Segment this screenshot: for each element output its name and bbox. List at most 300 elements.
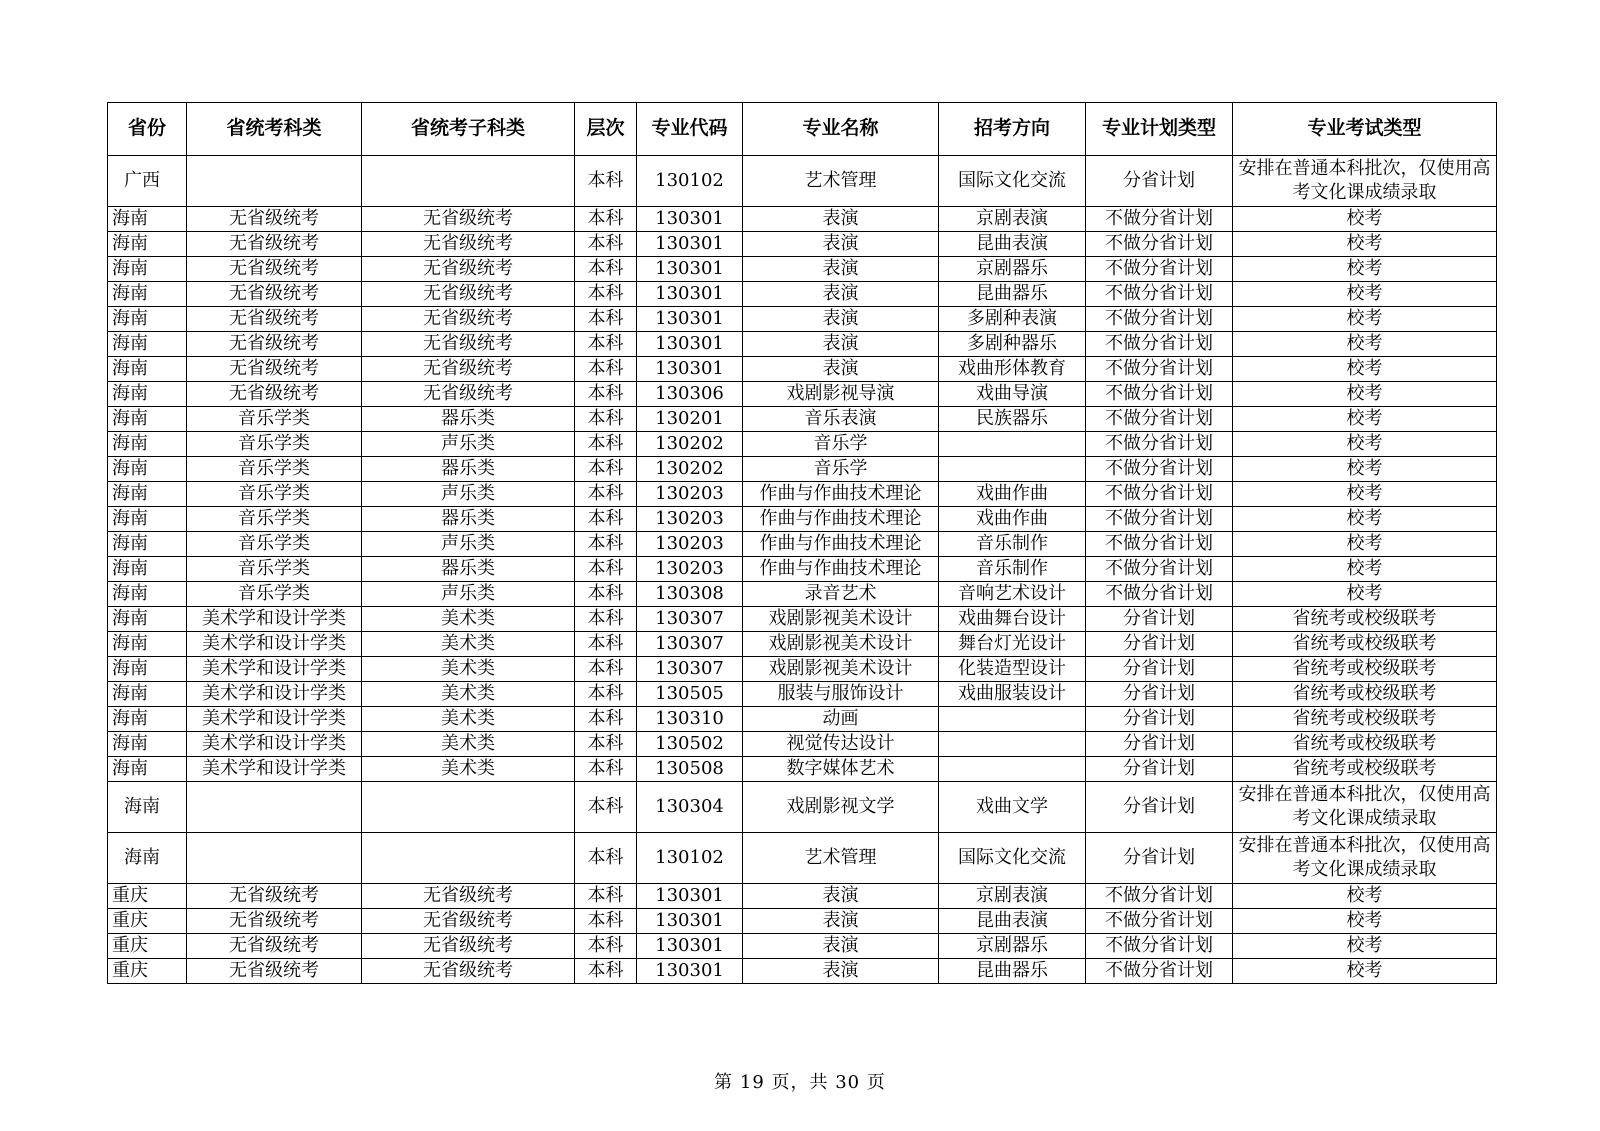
cell-plan-type: 不做分省计划 xyxy=(1086,482,1233,507)
cell-plan-type: 不做分省计划 xyxy=(1086,934,1233,959)
cell-level: 本科 xyxy=(575,657,637,682)
table-row xyxy=(108,432,1497,457)
cell-direction: 昆曲表演 xyxy=(939,232,1086,257)
cell-level: 本科 xyxy=(575,732,637,757)
cell-province: 海南 xyxy=(108,407,187,432)
cell-exam-subcategory: 无省级统考 xyxy=(362,282,575,307)
cell-major-name: 戏剧影视导演 xyxy=(743,382,939,407)
cell-province: 海南 xyxy=(108,357,187,382)
cell-exam-subcategory: 无省级统考 xyxy=(362,382,575,407)
cell-exam-subcategory: 无省级统考 xyxy=(362,332,575,357)
header-major-name: 专业名称 xyxy=(743,103,939,156)
table-row xyxy=(108,959,1497,984)
cell-level: 本科 xyxy=(575,757,637,782)
cell-province: 海南 xyxy=(108,757,187,782)
cell-province: 海南 xyxy=(108,582,187,607)
table-row xyxy=(108,207,1497,232)
cell-exam-category: 无省级统考 xyxy=(187,959,362,984)
cell-exam-category: 无省级统考 xyxy=(187,282,362,307)
cell-exam-type: 校考 xyxy=(1233,457,1497,482)
cell-major-name: 表演 xyxy=(743,959,939,984)
cell-major-name: 作曲与作曲技术理论 xyxy=(743,482,939,507)
cell-exam-type: 校考 xyxy=(1233,307,1497,332)
cell-exam-category: 无省级统考 xyxy=(187,257,362,282)
cell-province: 海南 xyxy=(108,507,187,532)
cell-exam-type: 校考 xyxy=(1233,934,1497,959)
cell-major-code: 130301 xyxy=(637,307,743,332)
cell-direction: 舞台灯光设计 xyxy=(939,632,1086,657)
cell-province: 重庆 xyxy=(108,909,187,934)
cell-major-code: 130508 xyxy=(637,757,743,782)
cell-major-code: 130102 xyxy=(637,833,743,884)
cell-direction: 戏曲服装设计 xyxy=(939,682,1086,707)
cell-plan-type: 不做分省计划 xyxy=(1086,307,1233,332)
cell-plan-type: 分省计划 xyxy=(1086,782,1233,833)
table-row xyxy=(108,607,1497,632)
cell-plan-type: 不做分省计划 xyxy=(1086,357,1233,382)
cell-level: 本科 xyxy=(575,532,637,557)
cell-level: 本科 xyxy=(575,607,637,632)
cell-direction: 昆曲器乐 xyxy=(939,959,1086,984)
cell-direction: 戏曲作曲 xyxy=(939,482,1086,507)
table-row xyxy=(108,457,1497,482)
cell-major-name: 音乐表演 xyxy=(743,407,939,432)
cell-exam-category: 无省级统考 xyxy=(187,909,362,934)
cell-exam-type: 校考 xyxy=(1233,207,1497,232)
table-row xyxy=(108,507,1497,532)
cell-exam-subcategory: 无省级统考 xyxy=(362,357,575,382)
cell-exam-subcategory xyxy=(362,782,575,833)
cell-level: 本科 xyxy=(575,507,637,532)
cell-major-code: 130307 xyxy=(637,607,743,632)
cell-major-code: 130202 xyxy=(637,432,743,457)
cell-exam-type: 校考 xyxy=(1233,959,1497,984)
cell-exam-type: 安排在普通本科批次，仅使用高考文化课成绩录取 xyxy=(1233,782,1497,833)
cell-exam-subcategory: 无省级统考 xyxy=(362,934,575,959)
cell-major-name: 动画 xyxy=(743,707,939,732)
cell-major-code: 130304 xyxy=(637,782,743,833)
cell-major-code: 130307 xyxy=(637,657,743,682)
cell-major-code: 130306 xyxy=(637,382,743,407)
cell-level: 本科 xyxy=(575,909,637,934)
cell-plan-type: 不做分省计划 xyxy=(1086,582,1233,607)
cell-exam-category: 音乐学类 xyxy=(187,457,362,482)
cell-major-name: 音乐学 xyxy=(743,457,939,482)
cell-major-name: 戏剧影视美术设计 xyxy=(743,632,939,657)
cell-major-name: 录音艺术 xyxy=(743,582,939,607)
cell-province: 海南 xyxy=(108,532,187,557)
table-row xyxy=(108,757,1497,782)
table-row xyxy=(108,909,1497,934)
cell-exam-type: 校考 xyxy=(1233,532,1497,557)
cell-level: 本科 xyxy=(575,632,637,657)
cell-exam-subcategory xyxy=(362,833,575,884)
cell-exam-category: 美术学和设计学类 xyxy=(187,682,362,707)
cell-direction xyxy=(939,432,1086,457)
cell-exam-category: 音乐学类 xyxy=(187,582,362,607)
cell-level: 本科 xyxy=(575,207,637,232)
cell-province: 海南 xyxy=(108,557,187,582)
cell-major-code: 130203 xyxy=(637,482,743,507)
cell-plan-type: 不做分省计划 xyxy=(1086,884,1233,909)
table-row xyxy=(108,532,1497,557)
cell-exam-subcategory: 无省级统考 xyxy=(362,959,575,984)
cell-major-name: 表演 xyxy=(743,257,939,282)
cell-exam-type: 校考 xyxy=(1233,282,1497,307)
cell-major-name: 表演 xyxy=(743,884,939,909)
cell-major-code: 130202 xyxy=(637,457,743,482)
cell-major-name: 音乐学 xyxy=(743,432,939,457)
cell-exam-subcategory: 美术类 xyxy=(362,632,575,657)
table-row xyxy=(108,156,1497,207)
cell-major-name: 表演 xyxy=(743,232,939,257)
cell-major-name: 表演 xyxy=(743,909,939,934)
cell-level: 本科 xyxy=(575,282,637,307)
cell-exam-category: 无省级统考 xyxy=(187,382,362,407)
cell-exam-type: 校考 xyxy=(1233,507,1497,532)
table-row xyxy=(108,557,1497,582)
cell-province: 海南 xyxy=(108,257,187,282)
cell-major-code: 130301 xyxy=(637,257,743,282)
cell-direction xyxy=(939,457,1086,482)
cell-direction: 戏曲形体教育 xyxy=(939,357,1086,382)
cell-major-name: 作曲与作曲技术理论 xyxy=(743,532,939,557)
cell-direction xyxy=(939,707,1086,732)
cell-province: 海南 xyxy=(108,707,187,732)
header-exam-subcategory: 省统考子科类 xyxy=(362,103,575,156)
cell-major-code: 130203 xyxy=(637,557,743,582)
cell-exam-category: 无省级统考 xyxy=(187,232,362,257)
cell-major-code: 130203 xyxy=(637,532,743,557)
cell-province: 海南 xyxy=(108,657,187,682)
cell-exam-category: 无省级统考 xyxy=(187,332,362,357)
cell-direction xyxy=(939,732,1086,757)
cell-province: 海南 xyxy=(108,382,187,407)
cell-exam-category: 音乐学类 xyxy=(187,557,362,582)
cell-exam-subcategory: 声乐类 xyxy=(362,432,575,457)
cell-plan-type: 不做分省计划 xyxy=(1086,282,1233,307)
cell-exam-category: 音乐学类 xyxy=(187,407,362,432)
cell-exam-type: 校考 xyxy=(1233,257,1497,282)
table-row xyxy=(108,632,1497,657)
cell-exam-subcategory: 器乐类 xyxy=(362,407,575,432)
cell-exam-category: 音乐学类 xyxy=(187,507,362,532)
cell-major-name: 表演 xyxy=(743,207,939,232)
cell-level: 本科 xyxy=(575,232,637,257)
cell-exam-type: 校考 xyxy=(1233,382,1497,407)
cell-exam-type: 省统考或校级联考 xyxy=(1233,632,1497,657)
cell-exam-subcategory: 器乐类 xyxy=(362,507,575,532)
cell-major-name: 数字媒体艺术 xyxy=(743,757,939,782)
cell-major-name: 表演 xyxy=(743,357,939,382)
cell-level: 本科 xyxy=(575,257,637,282)
cell-direction: 京剧器乐 xyxy=(939,934,1086,959)
cell-exam-category: 无省级统考 xyxy=(187,934,362,959)
cell-exam-subcategory: 无省级统考 xyxy=(362,257,575,282)
cell-level: 本科 xyxy=(575,782,637,833)
cell-level: 本科 xyxy=(575,884,637,909)
cell-major-name: 视觉传达设计 xyxy=(743,732,939,757)
cell-direction: 多剧种表演 xyxy=(939,307,1086,332)
cell-level: 本科 xyxy=(575,432,637,457)
cell-direction: 戏曲舞台设计 xyxy=(939,607,1086,632)
cell-exam-type: 省统考或校级联考 xyxy=(1233,757,1497,782)
table-row xyxy=(108,257,1497,282)
cell-exam-subcategory: 无省级统考 xyxy=(362,207,575,232)
cell-plan-type: 不做分省计划 xyxy=(1086,257,1233,282)
cell-exam-category: 美术学和设计学类 xyxy=(187,732,362,757)
cell-direction: 音乐制作 xyxy=(939,557,1086,582)
cell-exam-subcategory: 美术类 xyxy=(362,707,575,732)
cell-exam-type: 校考 xyxy=(1233,582,1497,607)
cell-exam-category: 美术学和设计学类 xyxy=(187,607,362,632)
cell-major-code: 130502 xyxy=(637,732,743,757)
cell-direction: 音乐制作 xyxy=(939,532,1086,557)
header-plan-type: 专业计划类型 xyxy=(1086,103,1233,156)
cell-exam-type: 校考 xyxy=(1233,884,1497,909)
table-row xyxy=(108,482,1497,507)
cell-major-code: 130301 xyxy=(637,282,743,307)
header-major-code: 专业代码 xyxy=(637,103,743,156)
cell-exam-category: 无省级统考 xyxy=(187,307,362,332)
cell-direction: 戏曲作曲 xyxy=(939,507,1086,532)
cell-province: 海南 xyxy=(108,833,187,884)
cell-exam-subcategory: 无省级统考 xyxy=(362,884,575,909)
cell-plan-type: 不做分省计划 xyxy=(1086,207,1233,232)
header-province: 省份 xyxy=(108,103,187,156)
table-row xyxy=(108,934,1497,959)
cell-major-code: 130301 xyxy=(637,207,743,232)
cell-exam-type: 校考 xyxy=(1233,232,1497,257)
cell-exam-category xyxy=(187,782,362,833)
cell-major-name: 服装与服饰设计 xyxy=(743,682,939,707)
cell-province: 海南 xyxy=(108,682,187,707)
cell-plan-type: 不做分省计划 xyxy=(1086,232,1233,257)
cell-plan-type: 不做分省计划 xyxy=(1086,532,1233,557)
cell-direction: 戏曲文学 xyxy=(939,782,1086,833)
cell-province: 海南 xyxy=(108,457,187,482)
cell-major-name: 作曲与作曲技术理论 xyxy=(743,557,939,582)
header-direction: 招考方向 xyxy=(939,103,1086,156)
cell-province: 海南 xyxy=(108,232,187,257)
cell-direction xyxy=(939,757,1086,782)
cell-major-code: 130203 xyxy=(637,507,743,532)
cell-plan-type: 不做分省计划 xyxy=(1086,909,1233,934)
cell-exam-type: 校考 xyxy=(1233,557,1497,582)
cell-exam-subcategory: 美术类 xyxy=(362,657,575,682)
cell-exam-category: 美术学和设计学类 xyxy=(187,757,362,782)
table-row xyxy=(108,357,1497,382)
table-row xyxy=(108,782,1497,833)
cell-level: 本科 xyxy=(575,482,637,507)
table-row xyxy=(108,232,1497,257)
cell-plan-type: 不做分省计划 xyxy=(1086,332,1233,357)
cell-major-name: 表演 xyxy=(743,934,939,959)
cell-province: 海南 xyxy=(108,207,187,232)
cell-major-name: 作曲与作曲技术理论 xyxy=(743,507,939,532)
cell-plan-type: 不做分省计划 xyxy=(1086,507,1233,532)
cell-level: 本科 xyxy=(575,959,637,984)
cell-exam-category: 音乐学类 xyxy=(187,482,362,507)
cell-exam-subcategory: 器乐类 xyxy=(362,557,575,582)
cell-major-code: 130301 xyxy=(637,232,743,257)
cell-level: 本科 xyxy=(575,332,637,357)
enrollment-plan-table xyxy=(107,102,1497,984)
cell-exam-type: 安排在普通本科批次，仅使用高考文化课成绩录取 xyxy=(1233,156,1497,207)
cell-exam-type: 省统考或校级联考 xyxy=(1233,732,1497,757)
cell-direction: 多剧种器乐 xyxy=(939,332,1086,357)
cell-major-code: 130102 xyxy=(637,156,743,207)
cell-plan-type: 不做分省计划 xyxy=(1086,432,1233,457)
cell-exam-type: 校考 xyxy=(1233,482,1497,507)
cell-province: 海南 xyxy=(108,307,187,332)
cell-exam-category: 美术学和设计学类 xyxy=(187,632,362,657)
cell-major-name: 戏剧影视文学 xyxy=(743,782,939,833)
cell-exam-type: 省统考或校级联考 xyxy=(1233,657,1497,682)
table-row xyxy=(108,682,1497,707)
table-row xyxy=(108,282,1497,307)
cell-plan-type: 分省计划 xyxy=(1086,707,1233,732)
cell-plan-type: 分省计划 xyxy=(1086,632,1233,657)
cell-direction: 国际文化交流 xyxy=(939,833,1086,884)
cell-direction: 戏曲导演 xyxy=(939,382,1086,407)
table-header-row xyxy=(108,103,1497,156)
cell-major-name: 艺术管理 xyxy=(743,833,939,884)
cell-level: 本科 xyxy=(575,382,637,407)
cell-exam-subcategory: 美术类 xyxy=(362,732,575,757)
cell-exam-type: 安排在普通本科批次，仅使用高考文化课成绩录取 xyxy=(1233,833,1497,884)
cell-level: 本科 xyxy=(575,582,637,607)
cell-exam-category: 无省级统考 xyxy=(187,357,362,382)
cell-major-code: 130301 xyxy=(637,959,743,984)
cell-exam-type: 省统考或校级联考 xyxy=(1233,607,1497,632)
cell-level: 本科 xyxy=(575,156,637,207)
cell-level: 本科 xyxy=(575,357,637,382)
cell-level: 本科 xyxy=(575,833,637,884)
cell-province: 海南 xyxy=(108,482,187,507)
cell-exam-type: 校考 xyxy=(1233,332,1497,357)
cell-plan-type: 分省计划 xyxy=(1086,757,1233,782)
cell-exam-subcategory: 声乐类 xyxy=(362,482,575,507)
cell-exam-category: 音乐学类 xyxy=(187,532,362,557)
cell-exam-type: 校考 xyxy=(1233,407,1497,432)
cell-exam-subcategory xyxy=(362,156,575,207)
cell-exam-subcategory: 无省级统考 xyxy=(362,909,575,934)
cell-plan-type: 分省计划 xyxy=(1086,682,1233,707)
cell-level: 本科 xyxy=(575,707,637,732)
cell-direction: 京剧表演 xyxy=(939,884,1086,909)
cell-exam-subcategory: 无省级统考 xyxy=(362,232,575,257)
table-row xyxy=(108,657,1497,682)
cell-plan-type: 分省计划 xyxy=(1086,607,1233,632)
cell-exam-category: 音乐学类 xyxy=(187,432,362,457)
cell-major-code: 130301 xyxy=(637,909,743,934)
cell-plan-type: 不做分省计划 xyxy=(1086,959,1233,984)
cell-major-code: 130307 xyxy=(637,632,743,657)
cell-province: 重庆 xyxy=(108,884,187,909)
cell-exam-category: 无省级统考 xyxy=(187,884,362,909)
header-exam-category: 省统考科类 xyxy=(187,103,362,156)
cell-province: 海南 xyxy=(108,432,187,457)
cell-level: 本科 xyxy=(575,307,637,332)
cell-province: 广西 xyxy=(108,156,187,207)
cell-province: 海南 xyxy=(108,332,187,357)
cell-major-code: 130505 xyxy=(637,682,743,707)
cell-major-code: 130308 xyxy=(637,582,743,607)
cell-direction: 京剧器乐 xyxy=(939,257,1086,282)
cell-plan-type: 不做分省计划 xyxy=(1086,457,1233,482)
cell-major-code: 130201 xyxy=(637,407,743,432)
table-row xyxy=(108,307,1497,332)
cell-plan-type: 分省计划 xyxy=(1086,156,1233,207)
cell-exam-subcategory: 美术类 xyxy=(362,682,575,707)
cell-major-name: 表演 xyxy=(743,282,939,307)
cell-major-code: 130301 xyxy=(637,357,743,382)
cell-exam-type: 省统考或校级联考 xyxy=(1233,682,1497,707)
table-row xyxy=(108,382,1497,407)
cell-major-name: 表演 xyxy=(743,332,939,357)
cell-level: 本科 xyxy=(575,934,637,959)
header-exam-type: 专业考试类型 xyxy=(1233,103,1497,156)
table-row xyxy=(108,732,1497,757)
table-row xyxy=(108,884,1497,909)
cell-level: 本科 xyxy=(575,457,637,482)
cell-province: 海南 xyxy=(108,282,187,307)
cell-province: 海南 xyxy=(108,782,187,833)
cell-province: 重庆 xyxy=(108,934,187,959)
cell-exam-subcategory: 器乐类 xyxy=(362,457,575,482)
cell-level: 本科 xyxy=(575,682,637,707)
table-row xyxy=(108,407,1497,432)
cell-major-name: 艺术管理 xyxy=(743,156,939,207)
cell-direction: 化装造型设计 xyxy=(939,657,1086,682)
cell-major-code: 130301 xyxy=(637,332,743,357)
cell-exam-type: 校考 xyxy=(1233,909,1497,934)
cell-province: 重庆 xyxy=(108,959,187,984)
cell-major-code: 130301 xyxy=(637,884,743,909)
cell-province: 海南 xyxy=(108,732,187,757)
cell-direction: 京剧表演 xyxy=(939,207,1086,232)
cell-major-name: 戏剧影视美术设计 xyxy=(743,657,939,682)
cell-plan-type: 分省计划 xyxy=(1086,657,1233,682)
cell-plan-type: 不做分省计划 xyxy=(1086,557,1233,582)
cell-province: 海南 xyxy=(108,607,187,632)
cell-direction: 国际文化交流 xyxy=(939,156,1086,207)
cell-major-name: 戏剧影视美术设计 xyxy=(743,607,939,632)
cell-exam-subcategory: 无省级统考 xyxy=(362,307,575,332)
table-row xyxy=(108,707,1497,732)
cell-direction: 昆曲器乐 xyxy=(939,282,1086,307)
cell-exam-category: 无省级统考 xyxy=(187,207,362,232)
cell-plan-type: 不做分省计划 xyxy=(1086,407,1233,432)
page-number: 第 19 页，共 30 页 xyxy=(714,1072,886,1093)
table-row xyxy=(108,332,1497,357)
table-body xyxy=(108,156,1497,984)
cell-plan-type: 分省计划 xyxy=(1086,833,1233,884)
table-row xyxy=(108,582,1497,607)
cell-exam-type: 校考 xyxy=(1233,357,1497,382)
cell-plan-type: 分省计划 xyxy=(1086,732,1233,757)
cell-direction: 民族器乐 xyxy=(939,407,1086,432)
cell-exam-subcategory: 声乐类 xyxy=(362,532,575,557)
cell-level: 本科 xyxy=(575,407,637,432)
cell-exam-category xyxy=(187,156,362,207)
cell-major-name: 表演 xyxy=(743,307,939,332)
cell-major-code: 130310 xyxy=(637,707,743,732)
cell-exam-category: 美术学和设计学类 xyxy=(187,657,362,682)
header-level: 层次 xyxy=(575,103,637,156)
cell-level: 本科 xyxy=(575,557,637,582)
